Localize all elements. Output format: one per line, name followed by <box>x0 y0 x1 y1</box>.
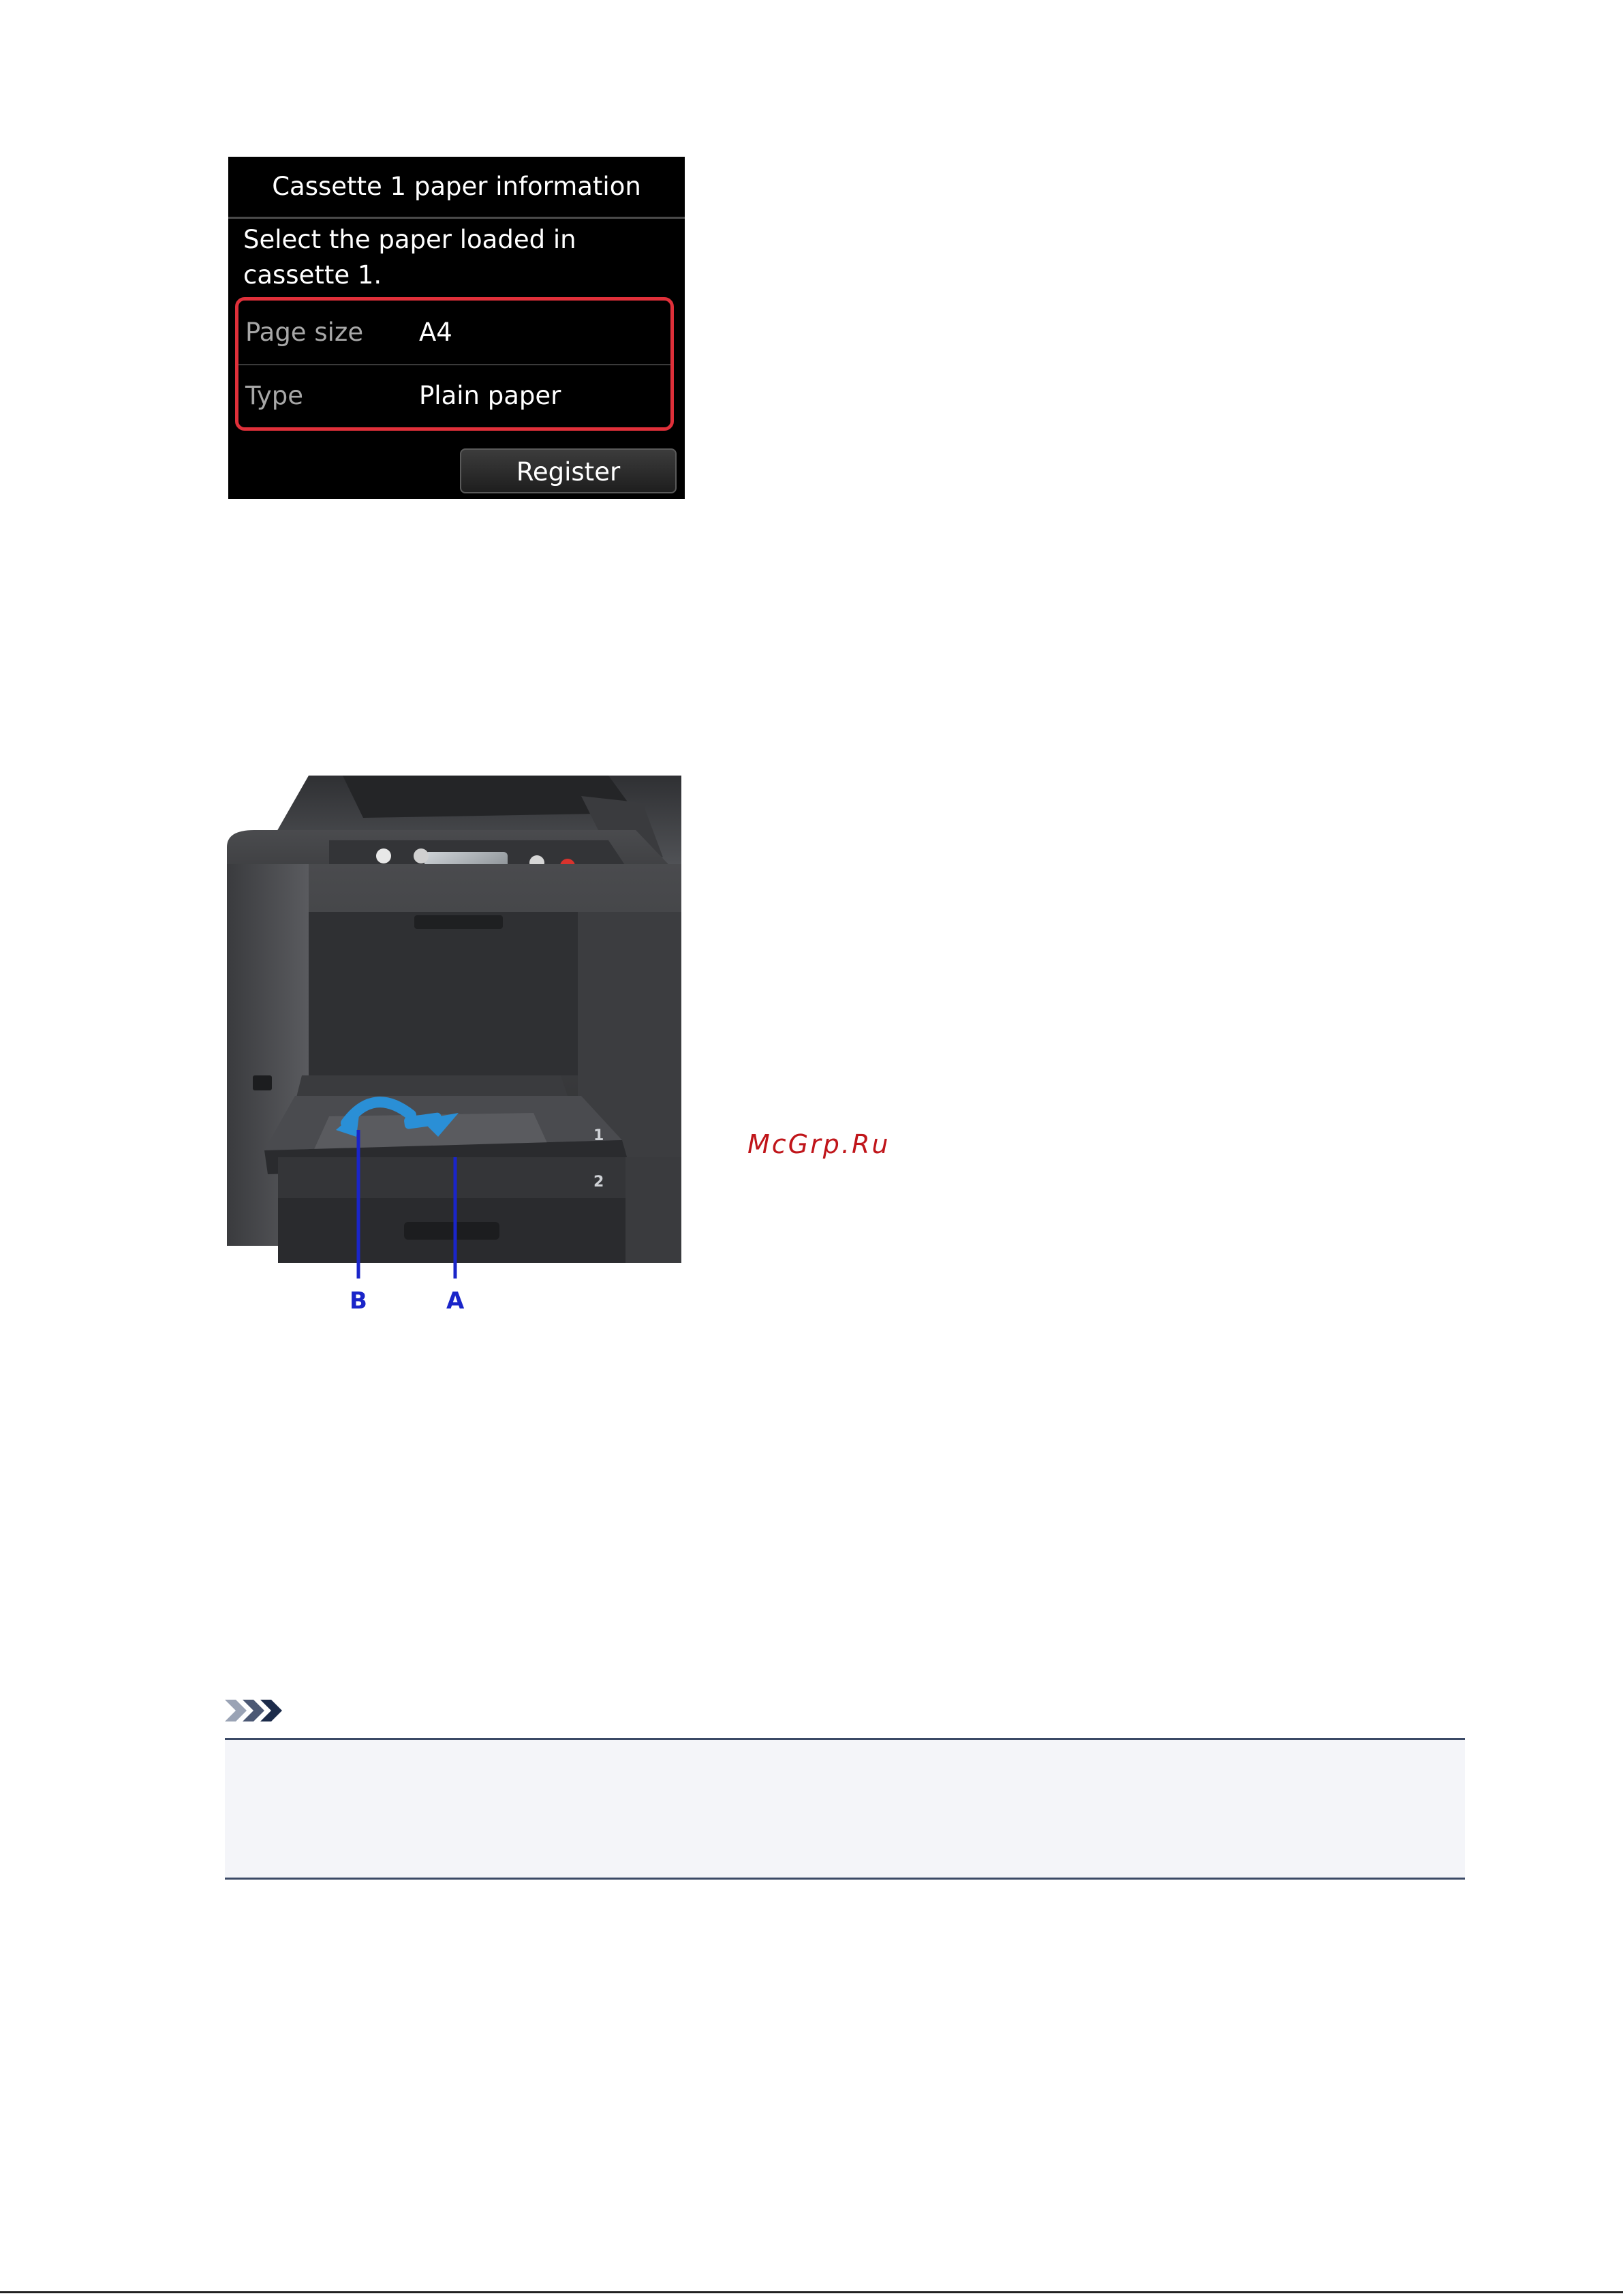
usb-port-icon <box>253 1075 272 1090</box>
callout-label-a: A <box>446 1287 465 1314</box>
setting-value: A4 <box>419 318 452 347</box>
lcd-title: Cassette 1 paper information <box>228 157 685 219</box>
callout-label-b: B <box>350 1287 367 1314</box>
footer-rule <box>0 2291 1623 2293</box>
lcd-screen <box>228 157 685 499</box>
setting-label: Type <box>245 381 303 410</box>
power-button-icon <box>376 848 391 863</box>
setting-page-size[interactable] <box>238 301 670 365</box>
register-button[interactable]: Register <box>460 448 677 493</box>
lcd-message: Select the paper loaded in cassette 1. <box>243 225 576 290</box>
lcd-settings-group <box>235 297 674 431</box>
cassette-number-1: 1 <box>593 1127 604 1144</box>
printer-illustration <box>227 776 681 1314</box>
cassette-number-2: 2 <box>593 1174 604 1191</box>
note-box <box>225 1738 1465 1880</box>
note-chevrons-icon <box>225 1697 293 1724</box>
home-button-icon <box>414 848 429 863</box>
setting-label: Page size <box>245 318 364 347</box>
setting-value: Plain paper <box>419 381 561 410</box>
setting-type[interactable] <box>238 364 670 427</box>
watermark-text: McGrp.Ru <box>747 1129 891 1159</box>
